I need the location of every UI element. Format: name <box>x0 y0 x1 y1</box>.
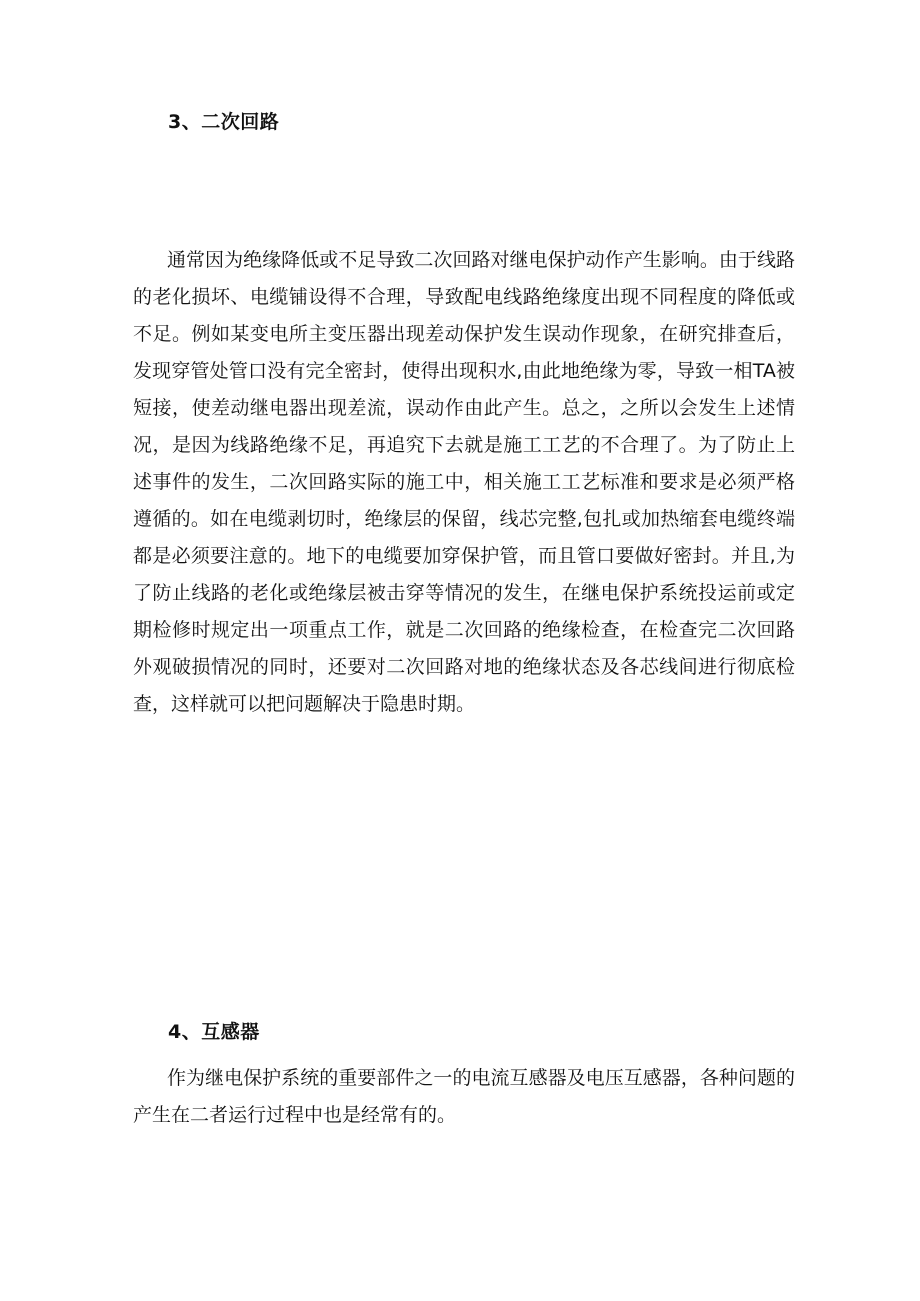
section-4-heading: 4、互感器 <box>168 1021 260 1043</box>
section-3-paragraph: 通常因为绝缘降低或不足导致二次回路对继电保护动作产生影响。由于线路的老化损坏、电缆铺设得不合理，导致配电线路绝缘度出现不同程度的降低或不足。例如某变电所主变压器出现差动保护发生误动作现象，在研究排查后，发现穿管处管口没有完全密封，使得出现积水,由此地绝缘为零，导致一相TA被短接，使差动继电器出现差流，误动作由此产生。总之，之所以会发生上述情况，是因为线路绝缘不足，再追究下去就是施工工艺的不合理了。为了防止上述事件的发生，二次回路实际的施工中，相关施工工艺标准和要求是必须严格遵循的。如在电缆剥切时，绝缘层的保留，线芯完整,包扎或加热缩套电缆终端都是必须要注意的。地下的电缆要加穿保护管，而且管口要做好密封。并且,为了防止线路的老化或绝缘层被击穿等情况的发生，在继电保护系统投运前或定期检修时规定出一项重点工作，就是二次回路的绝缘检查，在检查完二次回路外观破损情况的同时，还要对二次回路对地的绝缘状态及各芯线间进行彻底检查，这样就可以把问题解决于隐患时期。 <box>133 249 795 715</box>
section-4-paragraph: 作为继电保护系统的重要部件之一的电流互感器及电压互感器，各种问题的产生在二者运行过程中也是经常有的。 <box>133 1067 795 1126</box>
section-3-heading: 3、二次回路 <box>168 111 280 133</box>
